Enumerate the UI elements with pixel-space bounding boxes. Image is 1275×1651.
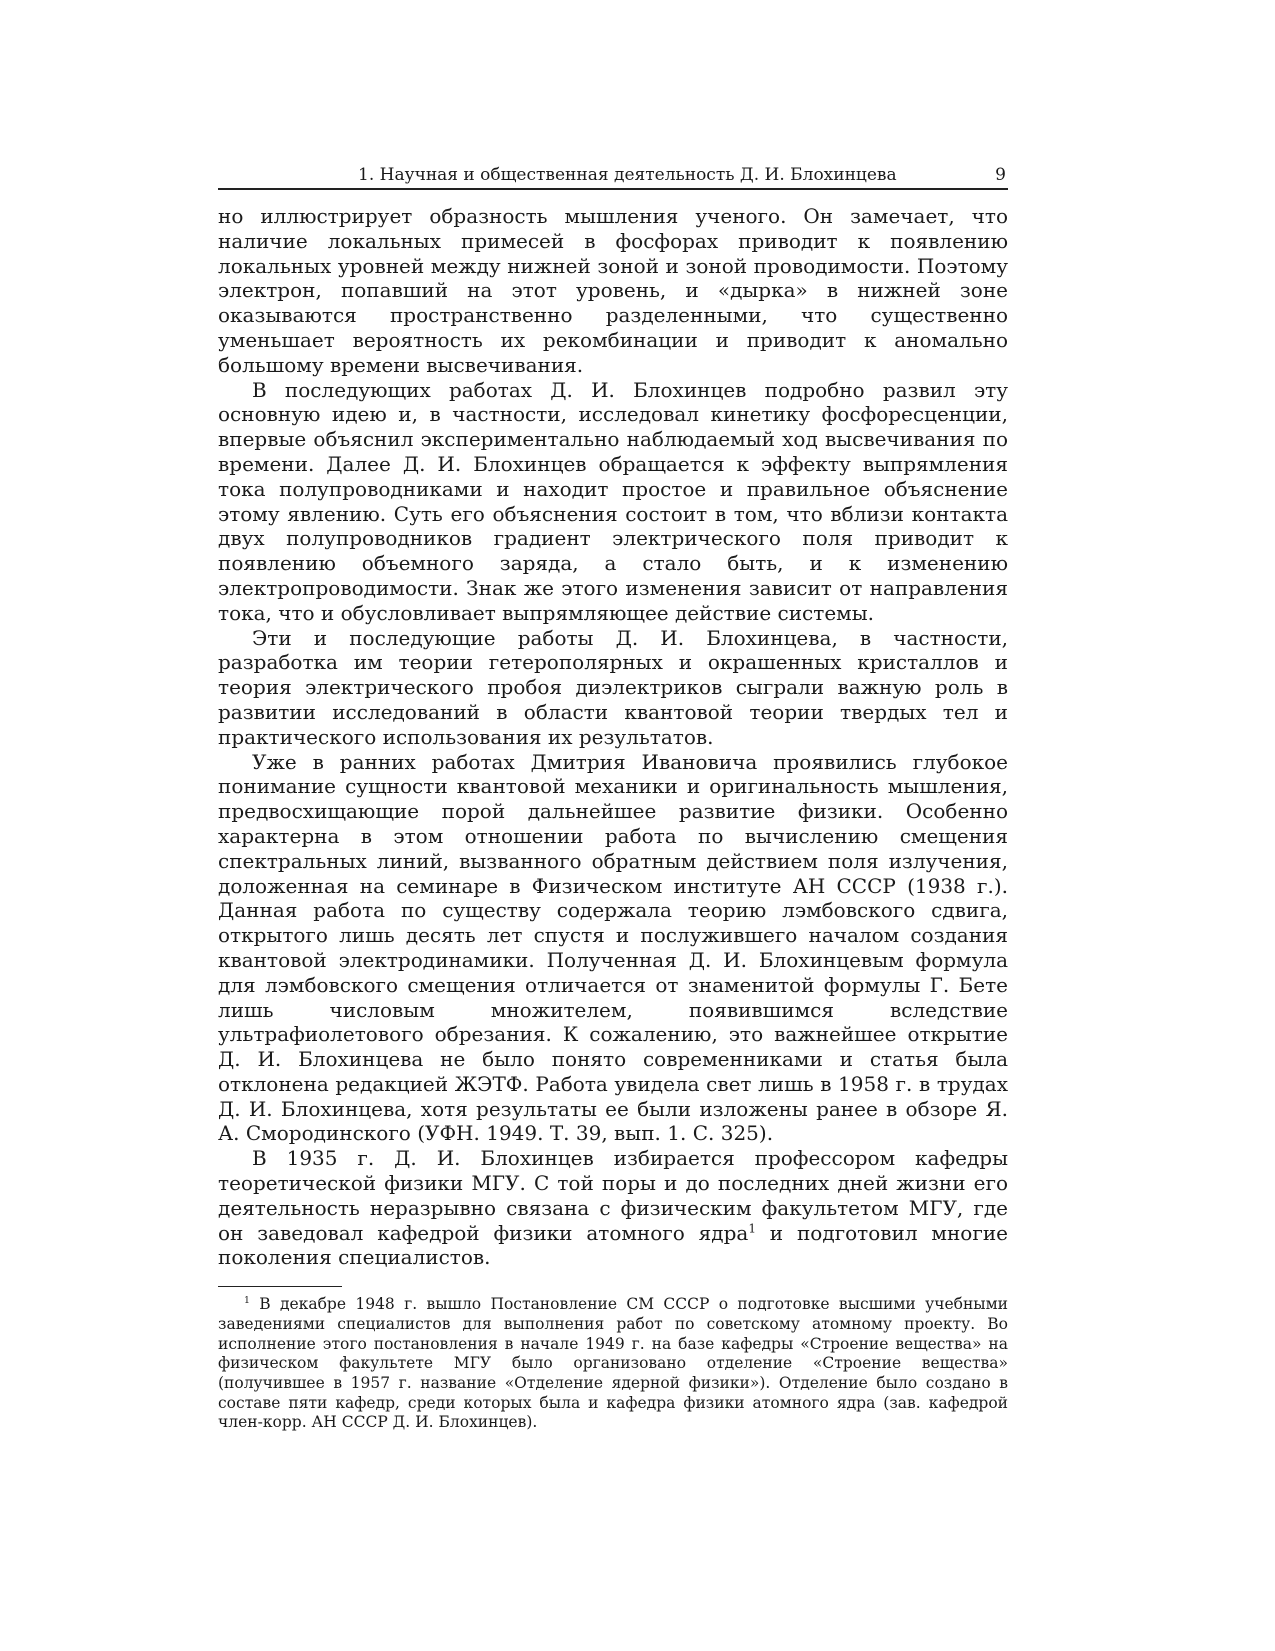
- footnote-text: В декабре 1948 г. вышло Постановление СМ СССР о подготовке высшими учебными заведениями специалистов для выполнения работ по советскому атомному проекту. Во исполнение этого постановления в начале 1949 г. на базе кафедры «Строение вещества» на физическом факультете МГУ было организовано отделение «Строение вещества» (получившее в 1957 г. название «Отделение ядерной физики»). Отделение было создано в составе пяти кафедр, среди которых была и кафедра физики атомного ядра (зав. кафедрой член-корр. АН СССР Д. И. Блохинцев).: [218, 1295, 1008, 1432]
- paragraph: [218, 1146, 1008, 1270]
- paragraph: Уже в ранних работах Дмитрия Ивановича проявились глубокое понимание сущности квантовой механики и оригинальность мышления, предвосхищающие порой дальнейшее развитие физики. Особенно характерна в этом отношении работа по вычислению смещения спектральных линий, вызванного обратным действием поля излучения, доложенная на семинаре в Физическом институте АН СССР (1938 г.). Данная работа по существу содержала теорию лэмбовского сдвига, открытого лишь десять лет спустя и послужившего началом создания квантовой электродинамики. Полученная Д. И. Блохинцевым формула для лэмбовского смещения отличается от знаменитой формулы Г. Бете лишь числовым множителем, появившимся вследствие ультрафиолетового обрезания. К сожалению, это важнейшее открытие Д. И. Блохинцева не было понято современниками и статья была отклонена редакцией ЖЭТФ. Работа увидела свет лишь в 1958 г. в трудах Д. И. Блохинцева, хотя результаты ее были изложены ранее в обзоре Я. А. Смородинского (УФН. 1949. Т. 39, вып. 1. С. 325).: [218, 749, 1008, 1146]
- footnote-reference[interactable]: 1: [748, 1221, 756, 1236]
- footnote-marker: 1: [244, 1295, 250, 1307]
- paragraph: Эти и последующие работы Д. И. Блохинцева, в частности, разработка им теории гетерополярных и окрашенных кристаллов и теория электрического пробоя диэлектриков сыграли важную роль в развитии исследований в области квантовой теории твердых тел и практического использования их результатов.: [218, 625, 1008, 749]
- page-number: 9: [995, 165, 1006, 185]
- running-header: [218, 160, 1008, 190]
- footnote-divider: [218, 1286, 342, 1287]
- paragraph-text-tail: и подготовил многие поколения специалистов.: [218, 1220, 1008, 1270]
- page: [218, 160, 1008, 1433]
- footnote: [218, 1295, 1008, 1433]
- paragraph: но иллюстрирует образность мышления ученого. Он замечает, что наличие локальных примесей в фосфорах приводит к появлению локальных уровней между нижней зоной и зоной проводимости. Поэтому электрон, попавший на этот уровень, и «дырка» в нижней зоне оказываются пространственно разделенными, что существенно уменьшает вероятность их рекомбинации и приводит к аномально большому времени высвечивания.: [218, 204, 1008, 377]
- paragraph-text: В 1935 г. Д. И. Блохинцев избирается профессором кафедры теоретической физики МГУ. С той поры и до последних дней жизни его деятельность неразрывно связана с физическим факультетом МГУ, где он заведовал кафедрой физики атомного ядра: [218, 1146, 1008, 1245]
- body-text: [218, 204, 1008, 1270]
- running-header-title: 1. Научная и общественная деятельность Д. И. Блохинцева: [358, 165, 897, 185]
- paragraph: В последующих работах Д. И. Блохинцев подробно развил эту основную идею и, в частности, исследовал кинетику фосфоресценции, впервые объяснил экспериментально наблюдаемый ход высвечивания по времени. Далее Д. И. Блохинцев обращается к эффекту выпрямления тока полупроводниками и находит простое и правильное объяснение этому явлению. Суть его объяснения состоит в том, что вблизи контакта двух полупроводников градиент электрического поля приводит к появлению объемного заряда, а стало быть, и к изменению электропроводимости. Знак же этого изменения зависит от направления тока, что и обусловливает выпрямляющее действие системы.: [218, 377, 1008, 625]
